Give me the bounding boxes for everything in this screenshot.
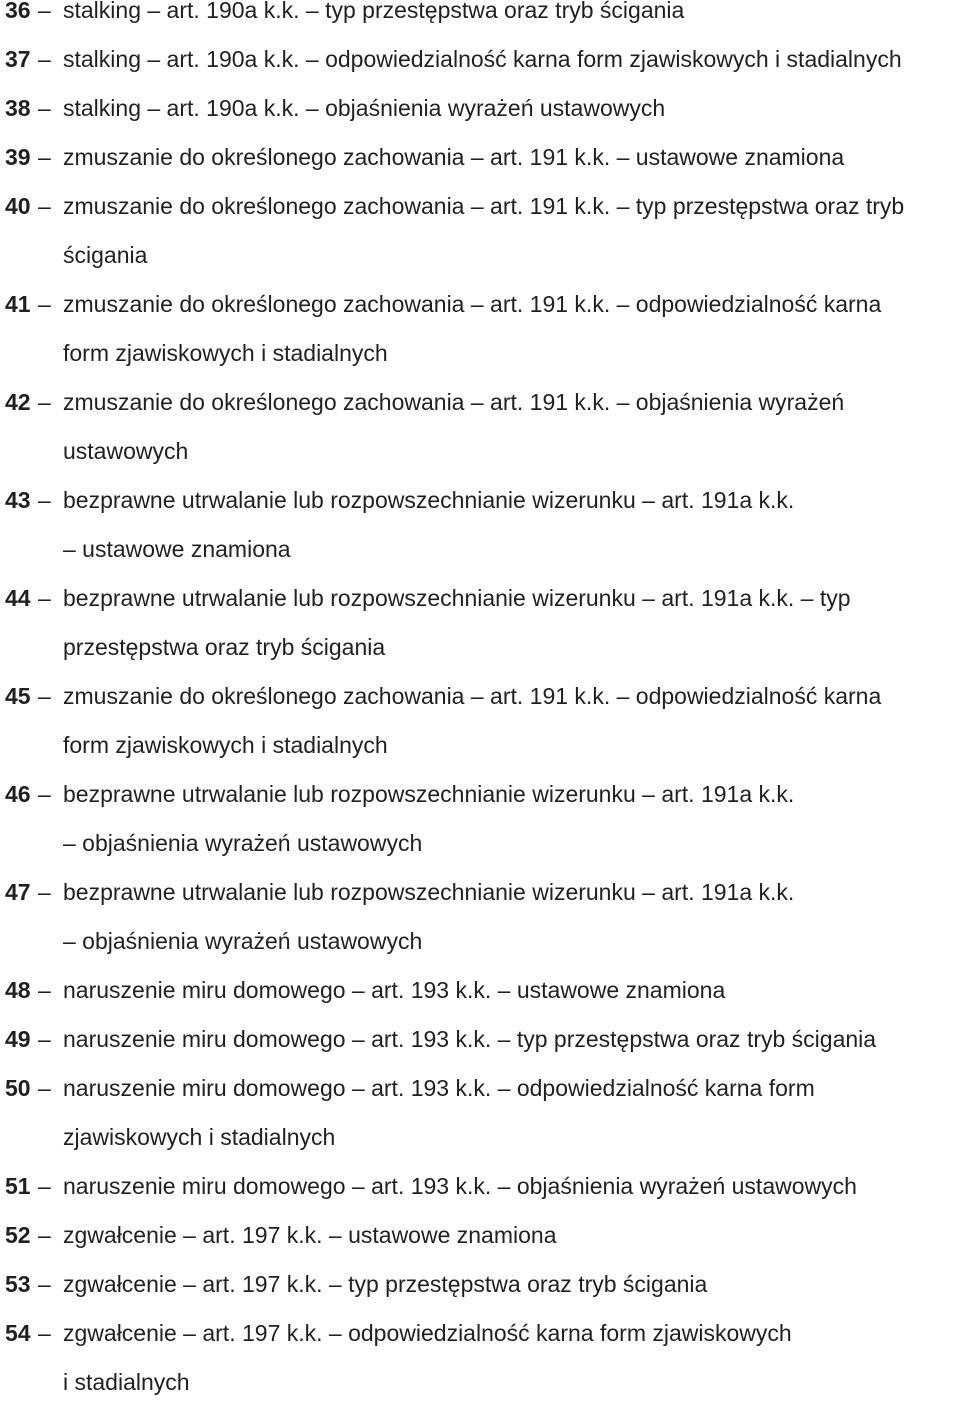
item-text-line: form zjawiskowych i stadialnych (63, 732, 388, 758)
item-text-line: bezprawne utrwalanie lub rozpowszechnianie wizerunku – art. 191a k.k. – typ (63, 585, 851, 611)
item-text (63, 868, 960, 966)
list-item (5, 84, 960, 133)
item-dash: – (38, 144, 51, 170)
item-text (63, 1211, 960, 1260)
item-text (63, 476, 960, 574)
item-number: 48 (5, 977, 31, 1003)
item-number: 46 (5, 781, 31, 807)
item-text (63, 672, 960, 770)
item-dash: – (38, 0, 51, 23)
item-text-line: bezprawne utrwalanie lub rozpowszechnianie wizerunku – art. 191a k.k. (63, 781, 795, 807)
item-text-line: i stadialnych (63, 1369, 190, 1395)
list-item (5, 378, 960, 476)
list-item (5, 868, 960, 966)
item-dash: – (38, 1222, 51, 1248)
item-text (63, 133, 960, 182)
item-dash: – (38, 1026, 51, 1052)
item-dash: – (38, 781, 51, 807)
item-dash: – (38, 487, 51, 513)
item-dash: – (38, 291, 51, 317)
list-item (5, 280, 960, 378)
list-item (5, 770, 960, 868)
item-dash: – (38, 1075, 51, 1101)
item-text-line: naruszenie miru domowego – art. 193 k.k. – objaśnienia wyrażeń ustawowych (63, 1173, 857, 1199)
item-text-line: – objaśnienia wyrażeń ustawowych (63, 928, 423, 954)
list-item (5, 182, 960, 280)
item-number: 43 (5, 487, 31, 513)
item-text (63, 770, 960, 868)
item-dash: – (38, 585, 51, 611)
item-number: 42 (5, 389, 31, 415)
list-item (5, 0, 960, 35)
item-number: 40 (5, 193, 31, 219)
list-item (5, 672, 960, 770)
item-text-line: bezprawne utrwalanie lub rozpowszechnianie wizerunku – art. 191a k.k. (63, 879, 795, 905)
list-item (5, 1211, 960, 1260)
item-dash: – (38, 193, 51, 219)
item-dash: – (38, 879, 51, 905)
item-number: 38 (5, 95, 31, 121)
item-number: 54 (5, 1320, 31, 1346)
item-dash: – (38, 1173, 51, 1199)
item-number: 41 (5, 291, 31, 317)
item-dash: – (38, 95, 51, 121)
item-dash: – (38, 46, 51, 72)
item-dash: – (38, 683, 51, 709)
item-text-line: zgwałcenie – art. 197 k.k. – odpowiedzialność karna form zjawiskowych (63, 1320, 792, 1346)
item-text-line: naruszenie miru domowego – art. 193 k.k. – odpowiedzialność karna form (63, 1075, 815, 1101)
list-item (5, 133, 960, 182)
item-text-line: ścigania (63, 242, 148, 268)
item-text-line: stalking – art. 190a k.k. – odpowiedzialność karna form zjawiskowych i stadialnych (63, 46, 902, 72)
item-text-line: zjawiskowych i stadialnych (63, 1124, 336, 1150)
list-item (5, 1260, 960, 1309)
item-text-line: – objaśnienia wyrażeń ustawowych (63, 830, 423, 856)
item-number: 37 (5, 46, 31, 72)
list-item (5, 1309, 960, 1407)
item-number: 49 (5, 1026, 31, 1052)
item-number: 52 (5, 1222, 31, 1248)
item-text-line: zmuszanie do określonego zachowania – art. 191 k.k. – ustawowe znamiona (63, 144, 845, 170)
item-text-line: przestępstwa oraz tryb ścigania (63, 634, 386, 660)
list-item (5, 476, 960, 574)
item-text-line: bezprawne utrwalanie lub rozpowszechnianie wizerunku – art. 191a k.k. (63, 487, 795, 513)
item-number: 47 (5, 879, 31, 905)
list-item (5, 966, 960, 1015)
item-text (63, 280, 960, 378)
list-item (5, 574, 960, 672)
item-text-line: naruszenie miru domowego – art. 193 k.k. – typ przestępstwa oraz tryb ścigania (63, 1026, 877, 1052)
list-item (5, 35, 960, 84)
item-number: 53 (5, 1271, 31, 1297)
item-text (63, 574, 960, 672)
item-text (63, 182, 960, 280)
item-text (63, 966, 960, 1015)
item-text (63, 1260, 960, 1309)
item-number: 45 (5, 683, 31, 709)
item-text-line: zgwałcenie – art. 197 k.k. – typ przestępstwa oraz tryb ścigania (63, 1271, 708, 1297)
list-item (5, 1015, 960, 1064)
item-text-line: naruszenie miru domowego – art. 193 k.k. – ustawowe znamiona (63, 977, 726, 1003)
item-number: 39 (5, 144, 31, 170)
item-text-line: zmuszanie do określonego zachowania – art. 191 k.k. – typ przestępstwa oraz tryb (63, 193, 905, 219)
item-text-line: – ustawowe znamiona (63, 536, 291, 562)
item-text (63, 35, 960, 84)
item-dash: – (38, 1271, 51, 1297)
item-text-line: zmuszanie do określonego zachowania – art. 191 k.k. – odpowiedzialność karna (63, 683, 882, 709)
item-dash: – (38, 389, 51, 415)
item-text-line: stalking – art. 190a k.k. – typ przestępstwa oraz tryb ścigania (63, 0, 685, 23)
item-text-line: ustawowych (63, 438, 189, 464)
item-text (63, 1309, 960, 1407)
item-text-line: zmuszanie do określonego zachowania – art. 191 k.k. – objaśnienia wyrażeń (63, 389, 845, 415)
item-text-line: zmuszanie do określonego zachowania – art. 191 k.k. – odpowiedzialność karna (63, 291, 882, 317)
item-text (63, 84, 960, 133)
list-item (5, 1162, 960, 1211)
item-text (63, 0, 960, 35)
item-text (63, 1162, 960, 1211)
item-text-line: form zjawiskowych i stadialnych (63, 340, 388, 366)
item-dash: – (38, 1320, 51, 1346)
item-dash: – (38, 977, 51, 1003)
item-text (63, 1064, 960, 1162)
item-text (63, 1015, 960, 1064)
item-number: 51 (5, 1173, 31, 1199)
item-text-line: zgwałcenie – art. 197 k.k. – ustawowe znamiona (63, 1222, 557, 1248)
item-text (63, 378, 960, 476)
question-list (5, 0, 960, 1407)
list-item (5, 1064, 960, 1162)
item-number: 36 (5, 0, 31, 23)
item-text-line: stalking – art. 190a k.k. – objaśnienia wyrażeń ustawowych (63, 95, 666, 121)
item-number: 50 (5, 1075, 31, 1101)
item-number: 44 (5, 585, 31, 611)
